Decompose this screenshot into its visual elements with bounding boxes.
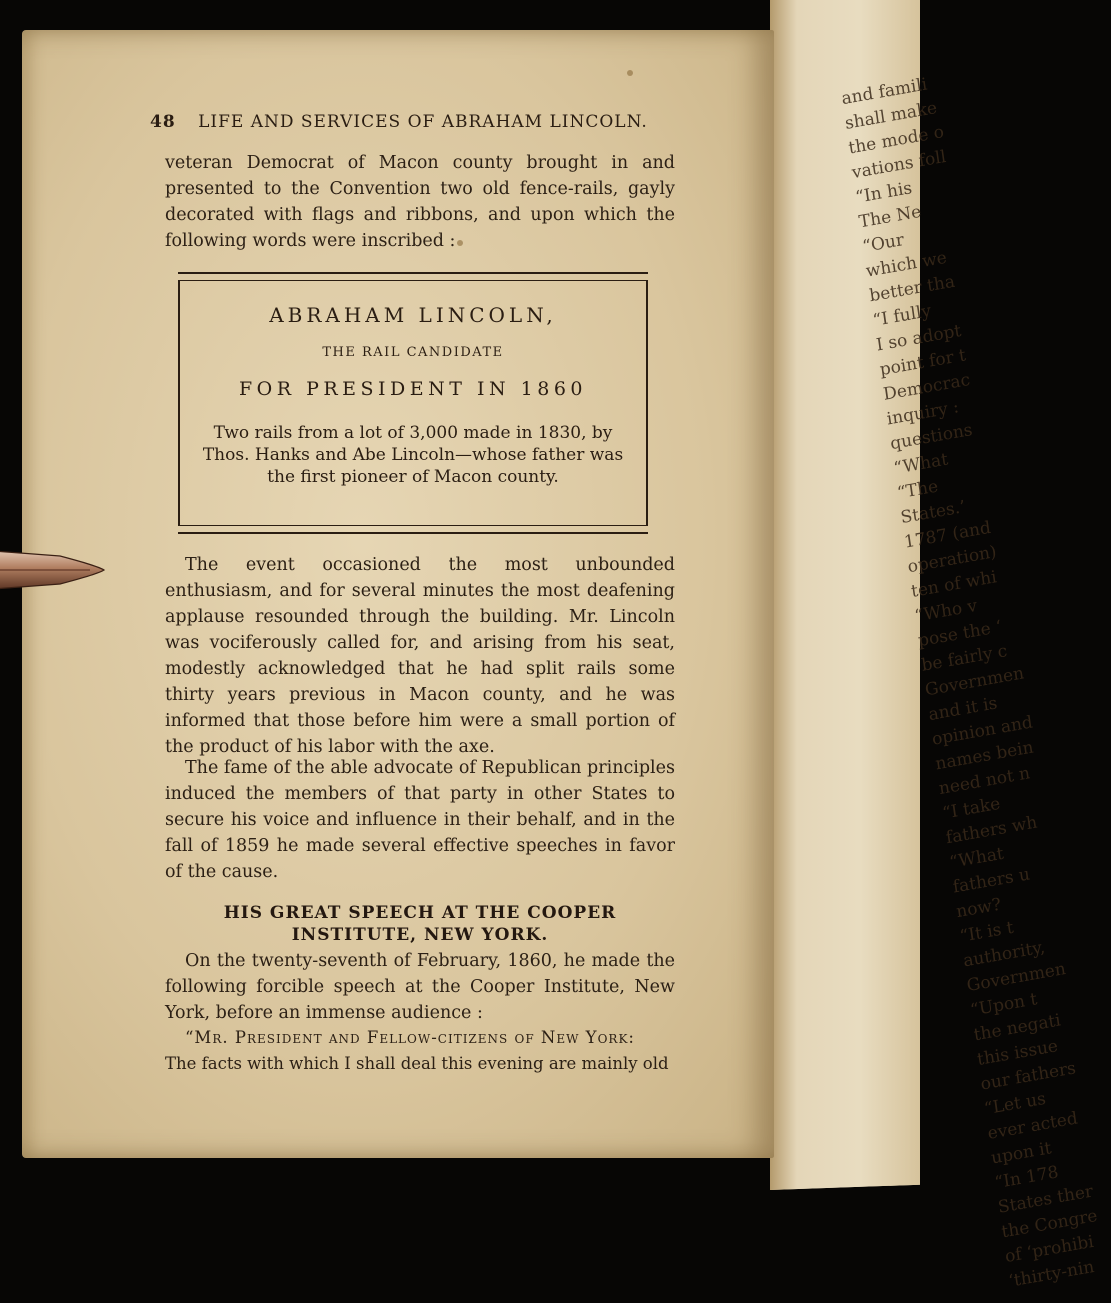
paragraph-1: veteran Democrat of Macon county brought in and presented to the Convention two old fence-rails, gayly decorated with flags and ribbons, and upon which the following words were inscribed :: [165, 153, 675, 251]
running-header: [150, 112, 710, 132]
paper-spot: [627, 70, 633, 76]
inscription-office: FOR PRESIDENT IN 1860: [238, 378, 588, 400]
brass-pointer-icon: [0, 542, 105, 594]
page-number: 48: [150, 112, 176, 132]
paragraph-3: The fame of the able advocate of Republican principles induced the members of that party in other States to secure his voice and influence in their behalf, and in the fall of 1859 he made several effective speeches in favor of the cause.: [165, 758, 675, 882]
facing-page: [770, 0, 1099, 1292]
inscription-description: Two rails from a lot of 3,000 made in 1830, by Thos. Hanks and Abe Lincoln—whose father was the first pioneer of Macon county.: [202, 423, 624, 487]
speech-salutation: “Mr. President and Fellow-citizens of New York:: [185, 1028, 635, 1047]
inscription-frame: [178, 280, 648, 526]
inscription-name: ABRAHAM LINCOLN,: [269, 303, 557, 327]
section-heading: HIS GREAT SPEECH AT THE COOPER INSTITUTE, NEW YORK.: [223, 903, 617, 945]
inscription-subtitle: THE RAIL CANDIDATE: [322, 345, 504, 360]
speech-first-line: The facts with which I shall deal this evening are mainly old: [165, 1054, 669, 1073]
paragraph-4: On the twenty-seventh of February, 1860, he made the following forcible speech at the Cooper Institute, New York, before an immense audience :: [165, 951, 675, 1023]
speech-opening: [165, 1025, 675, 1077]
facing-page-text: and famili shall make the mode o vations foll “In his The Ne “Our which we better tha “I fully I so adopt point for t Democrac inquiry : questions “What “The States.’ 1787 (and operation) ten of whi “Who v pose the ‘ be fairly c Governmen and it is opinion and names bein need not n “I take fathers wh “What fathers u now? “It is t authority, Governmen “Upon t the negati this issue our fathers “Let us ever acted upon it “In 178 States ther the Congre of ‘prohibi ‘thirty-nin: [840, 74, 1099, 1292]
paragraph-2: The event occasioned the most unbounded enthusiasm, and for several minutes the most deafening applause resounded through the building. Mr. Lincoln was vociferously called for, and arising from his seat, modestly acknowledged that he had split rails some thirty years previous in Macon county, and he was informed that those before him were a small portion of the product of his labor with the axe.: [165, 555, 675, 757]
header-title: LIFE AND SERVICES OF ABRAHAM LINCOLN.: [198, 112, 648, 132]
inscription-box: [178, 272, 648, 534]
